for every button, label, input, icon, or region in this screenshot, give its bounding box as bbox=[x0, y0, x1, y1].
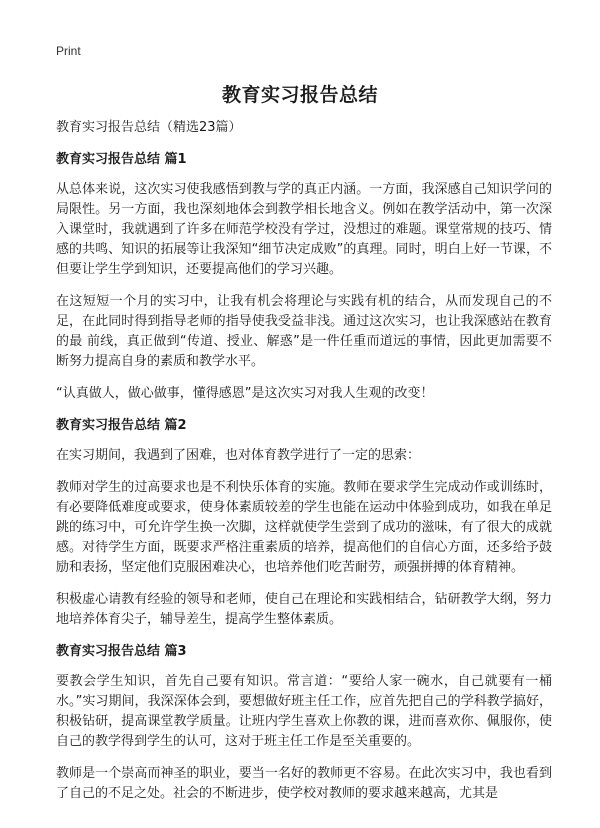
paragraph: 积极虚心请教有经验的领导和老师，使自己在理论和实践相结合，钻研教学大纲，努力地培养体育尖子，辅导差生，提高学生整体素质。 bbox=[56, 592, 552, 627]
section-2 bbox=[56, 416, 552, 630]
section-3 bbox=[56, 642, 552, 804]
paragraph: “认真做人，做心做事，懂得感恩”是这次实习对我人生观的改变！ bbox=[56, 386, 434, 401]
paragraph: 从总体来说，这次实习使我感悟到教与学的真正内涵。一方面，我深感自己知识学问的局限性。另一方面，我也深刻地体会到教学相长地含义。例如在教学活动中，第一次深入课堂时，我就遇到了许多在师范学校没有学过，没想过的难题。课堂常规的技巧、情感的共鸣、知识的拓展等让我深知“细节决定成败”的真理。同时，明白上好一节课，不但要让学生学到知识，还要提高他们的学习兴趣。 bbox=[56, 182, 552, 277]
print-link[interactable]: Print bbox=[56, 44, 81, 58]
page-title: 教育实习报告总结 bbox=[221, 84, 378, 106]
paragraph: 要教会学生知识，首先自己要有知识。常言道：“要给人家一碗水，自己就要有一桶水。”实习期间，我深深体会到，要想做好班主任工作，应首先把自己的学科教学搞好，积极钻研，提高课堂教学质量。让班内学生喜欢上你教的课，进而喜欢你、佩服你，使自己的教学得到学生的认可，这对于班主任工作是至关重要的。 bbox=[56, 674, 552, 749]
paragraph: 教师是一个崇高而神圣的职业，要当一名好的教师更不容易。在此次实习中，我也看到了自己的不足之处。社会的不断进步，使学校对教师的要求越来越高，尤其是 bbox=[56, 766, 552, 801]
document-body bbox=[56, 118, 552, 816]
section-1 bbox=[56, 150, 552, 404]
document-subtitle: 教育实习报告总结（精选23篇） bbox=[56, 120, 242, 135]
paragraph: 在实习期间，我遇到了困难，也对体育教学进行了一定的思索： bbox=[56, 448, 421, 463]
paragraph: 在这短短一个月的实习中，让我有机会将理论与实践有机的结合，从而发现自己的不足，在此同时得到指导老师的指导使我受益非浅。通过这次实习，也让我深感站在教育的最 前线，真正做到“传道、授业、解惑”是一件任重而道远的事情，因此更加需要不断努力提高自身的素质和教学水平。 bbox=[56, 294, 552, 369]
paragraph: 教师对学生的过高要求也是不利快乐体育的实施。教师在要求学生完成动作或训练时，有必要降低难度或要求，使身体素质较差的学生也能在运动中体验到成功，如我在单足跳的练习中，可允许学生换一次脚，这样就使学生尝到了成功的滋味，有了很大的成就感。对待学生方面，既要求严格注重素质的培养，提高他们的自信心方面，还多给予鼓励和表扬，坚定他们克服困难决心，也培养他们吃苦耐劳，顽强拼搏的体育精神。 bbox=[56, 480, 552, 575]
section-heading: 教育实习报告总结 篇1 bbox=[56, 152, 187, 167]
section-heading: 教育实习报告总结 篇3 bbox=[56, 644, 187, 659]
section-heading: 教育实习报告总结 篇2 bbox=[56, 418, 187, 433]
